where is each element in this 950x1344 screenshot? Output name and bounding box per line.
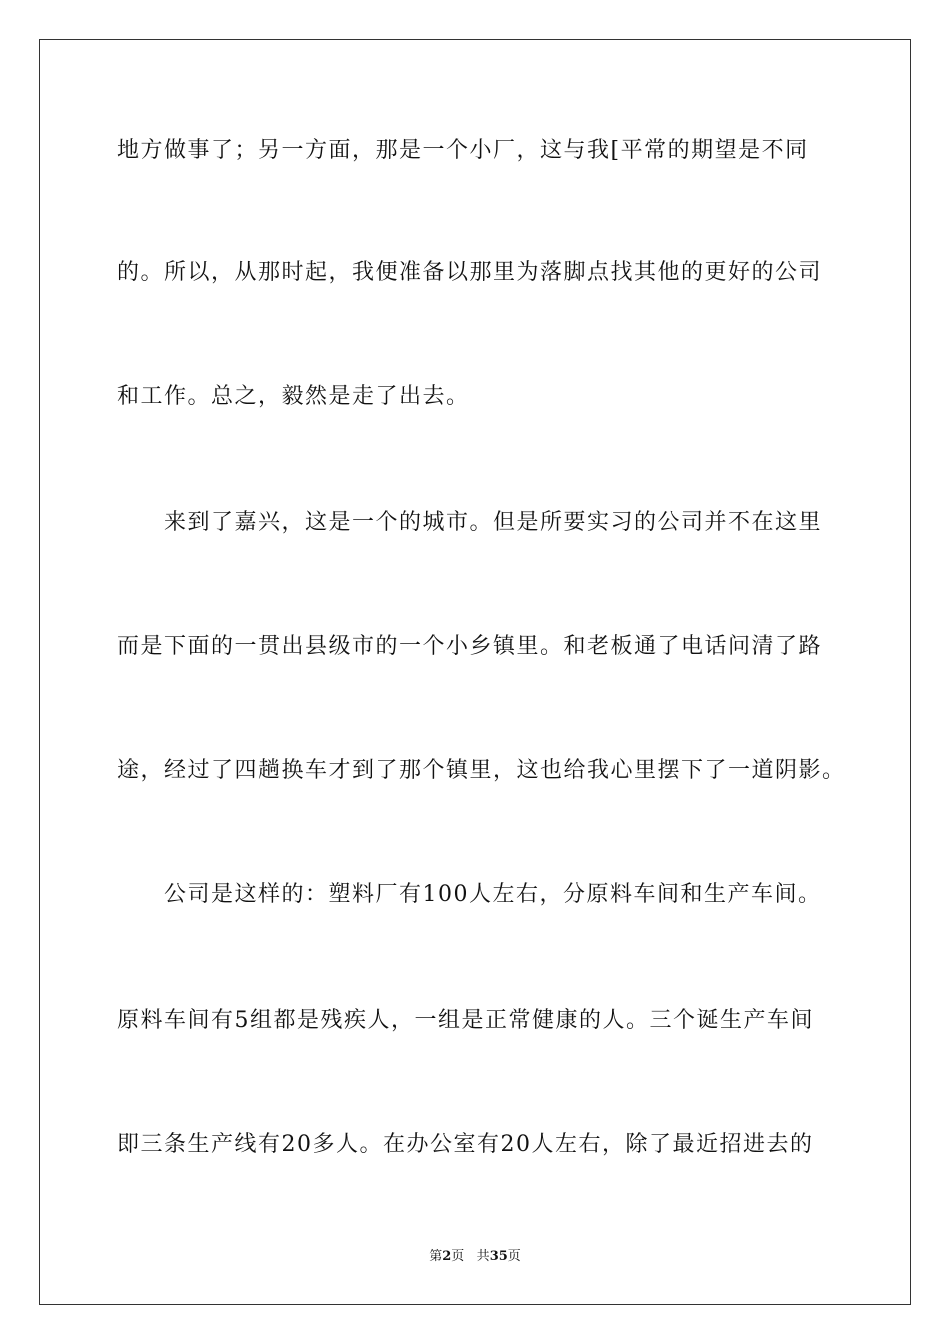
page-suffix: 页 <box>451 1249 465 1264</box>
text-line: 途，经过了四趟换车才到了那个镇里，这也给我心里摆下了一道阴影。 <box>117 758 846 783</box>
page-prefix: 第 <box>429 1249 443 1264</box>
page-footer <box>0 1248 950 1266</box>
total-suffix: 页 <box>507 1249 521 1264</box>
page-frame <box>39 39 911 1305</box>
text-line: 而是下面的一贯出县级市的一个小乡镇里。和老板通了电话问清了路 <box>117 634 823 659</box>
text-line: 地方做事了；另一方面，那是一个小厂，这与我[平常的期望是不同 <box>117 138 809 163</box>
text-line: 公司是这样的：塑料厂有100人左右，分原料车间和生产车间。 <box>117 882 822 907</box>
total-prefix: 共 <box>476 1249 490 1264</box>
text-line: 即三条生产线有20多人。在办公室有20人左右，除了最近招进去的 <box>117 1132 814 1157</box>
text-line: 来到了嘉兴，这是一个的城市。但是所要实习的公司并不在这里 <box>117 510 823 535</box>
text-line: 原料车间有5组都是残疾人，一组是正常健康的人。三个诞生产车间 <box>117 1008 814 1033</box>
text-line: 的。所以，从那时起，我便准备以那里为落脚点找其他的更好的公司 <box>117 260 823 285</box>
page-number: 2 <box>442 1249 452 1264</box>
total-pages: 35 <box>489 1249 508 1264</box>
text-line: 和工作。总之，毅然是走了出去。 <box>117 384 470 409</box>
